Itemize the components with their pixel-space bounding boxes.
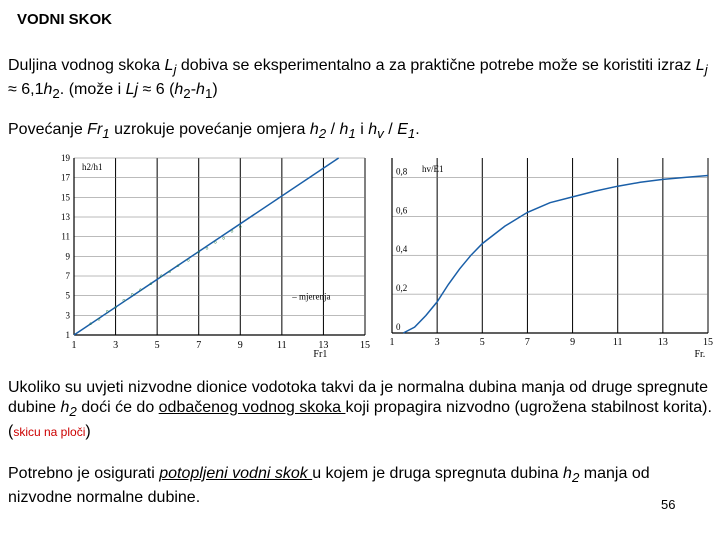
y-tick-label: 13 — [61, 212, 70, 222]
paragraph-submerged-jump — [8, 464, 713, 508]
text: / — [383, 121, 398, 138]
y-tick-label: 15 — [61, 192, 70, 203]
x-tick-label: 9 — [570, 337, 576, 348]
measurement-point: ° — [122, 297, 126, 307]
x-tick-label: 11 — [612, 337, 623, 348]
y-tick-label: 1 — [65, 330, 70, 340]
measurement-point: ° — [105, 308, 109, 318]
x-tick-label: 1 — [389, 337, 395, 348]
measurement-point: ° — [230, 228, 234, 238]
text: - — [190, 81, 197, 99]
measurement-point: ° — [113, 304, 118, 314]
text: / — [326, 121, 340, 138]
x-axis-label: Fr1 — [313, 349, 328, 360]
text: ) — [85, 423, 91, 441]
y-tick-label: 3 — [65, 310, 70, 321]
symbol: h — [60, 399, 70, 416]
paragraph-repelled-jump — [8, 378, 713, 442]
subscript: 1 — [102, 126, 110, 142]
measurement-point: ° — [130, 291, 134, 301]
text: Potrebno je osigurati — [8, 465, 160, 482]
text: manja od nizvodne normalne dubine. — [8, 465, 650, 507]
subscript: 2 — [69, 404, 77, 420]
symbol: E — [397, 121, 408, 138]
y-tick-label: 0 — [396, 322, 401, 332]
x-tick-label: 13 — [657, 337, 668, 348]
measurement-point: ° — [168, 269, 172, 279]
measurement-point: ° — [205, 245, 209, 255]
text: koji propagira nizvodno (ugrožena stabilnost korita). ( — [8, 399, 712, 441]
subscript: 1 — [204, 86, 213, 102]
y-tick-label: 0,6 — [396, 205, 408, 216]
y-axis-label: hv/E1 — [422, 164, 444, 174]
text: doći će do — [76, 399, 159, 416]
x-tick-label: 9 — [237, 340, 243, 351]
y-tick-label: 5 — [65, 290, 70, 301]
subscript: 2 — [571, 470, 580, 486]
symbol: h — [339, 121, 349, 138]
symbol: L — [164, 57, 174, 74]
y-tick-label: 0,8 — [396, 166, 408, 177]
y-tick-label: 11 — [61, 231, 70, 242]
x-tick-label: 5 — [154, 340, 160, 351]
text: ≈ 6,1 — [8, 81, 44, 99]
subscript: 1 — [348, 126, 356, 142]
text: i — [355, 121, 369, 138]
subscript: v — [377, 126, 384, 142]
energy-loss-curve — [403, 176, 708, 334]
symbol: h — [309, 121, 319, 138]
red-note: skicu na ploči — [13, 425, 86, 440]
measurement-point: ° — [197, 249, 201, 259]
page-number: 56 — [661, 497, 676, 512]
slide-title: VODNI SKOK — [17, 11, 113, 28]
y-tick-label: 19 — [61, 153, 70, 163]
text: Duljina vodnog skoka — [8, 57, 165, 74]
symbol: Lj — [125, 81, 139, 99]
symbol: L — [695, 57, 705, 74]
x-tick-label: 15 — [703, 337, 713, 348]
text: dobiva se eksperimentalno a za praktične potrebe može se koristiti izraz — [176, 57, 696, 74]
chart-depth-ratio — [55, 150, 375, 360]
symbol: h — [563, 465, 572, 482]
paragraph-jump-length — [8, 56, 713, 104]
legend-text: – mjerenja — [292, 291, 331, 302]
measurement-point: ° — [138, 286, 143, 296]
repelled-jump-link[interactable]: odbačenog vodnog skoka — [158, 399, 346, 416]
symbol: Fr — [87, 121, 103, 138]
symbol: h — [368, 121, 378, 138]
x-axis-label: Fr. — [694, 349, 706, 360]
paragraph-froude — [8, 120, 713, 144]
y-tick-label: 0,4 — [396, 244, 408, 255]
measurement-point: ° — [238, 223, 242, 233]
y-tick-label: 7 — [65, 271, 70, 281]
text: Povećanje — [8, 121, 88, 138]
subscript: 2 — [183, 86, 191, 102]
text: ≈ 6 ( — [138, 81, 175, 99]
x-tick-label: 5 — [479, 337, 485, 348]
measurement-point: ° — [159, 272, 163, 282]
text: Ukoliko su uvjeti nizvodne dionice vodotoka takvi da je normalna dubina manja od druge spregnute dubine — [8, 379, 708, 416]
x-tick-label: 13 — [318, 340, 329, 351]
measurement-point: ° — [222, 235, 226, 245]
subscript: 1 — [407, 126, 416, 142]
chart-energy-loss — [375, 150, 720, 360]
symbol: h — [43, 81, 53, 99]
x-tick-label: 3 — [434, 337, 440, 348]
subscript: 2 — [52, 86, 60, 102]
text: . (može i — [59, 81, 126, 99]
text: . — [415, 121, 420, 138]
measurement-point: ° — [213, 239, 217, 249]
text: ) — [212, 81, 218, 99]
x-tick-label: 3 — [113, 340, 119, 351]
x-tick-label: 7 — [524, 337, 530, 348]
symbol: h — [174, 81, 184, 99]
y-tick-label: 9 — [65, 251, 70, 262]
symbol: h — [196, 81, 205, 99]
x-tick-label: 1 — [71, 340, 77, 351]
x-tick-label: 15 — [360, 340, 370, 351]
measurement-point: ° — [149, 280, 153, 290]
measurement-point: ° — [186, 257, 190, 267]
subscript: 2 — [318, 126, 327, 142]
submerged-jump-link[interactable]: potopljeni vodni skok — [159, 465, 313, 482]
x-tick-label: 11 — [277, 340, 287, 351]
y-tick-label: 17 — [61, 172, 70, 183]
y-tick-label: 0,2 — [396, 283, 408, 294]
text: u kojem je druga spregnuta dubina — [312, 465, 564, 482]
measurement-point: ° — [89, 321, 93, 331]
y-axis-label: h2/h1 — [82, 162, 103, 172]
subscript: j — [173, 62, 177, 78]
measurement-point: ° — [97, 316, 101, 326]
subscript: j — [704, 62, 708, 78]
x-tick-label: 7 — [196, 340, 202, 351]
measurement-point: ° — [176, 263, 180, 273]
text: uzrokuje povećanje omjera — [109, 121, 310, 138]
